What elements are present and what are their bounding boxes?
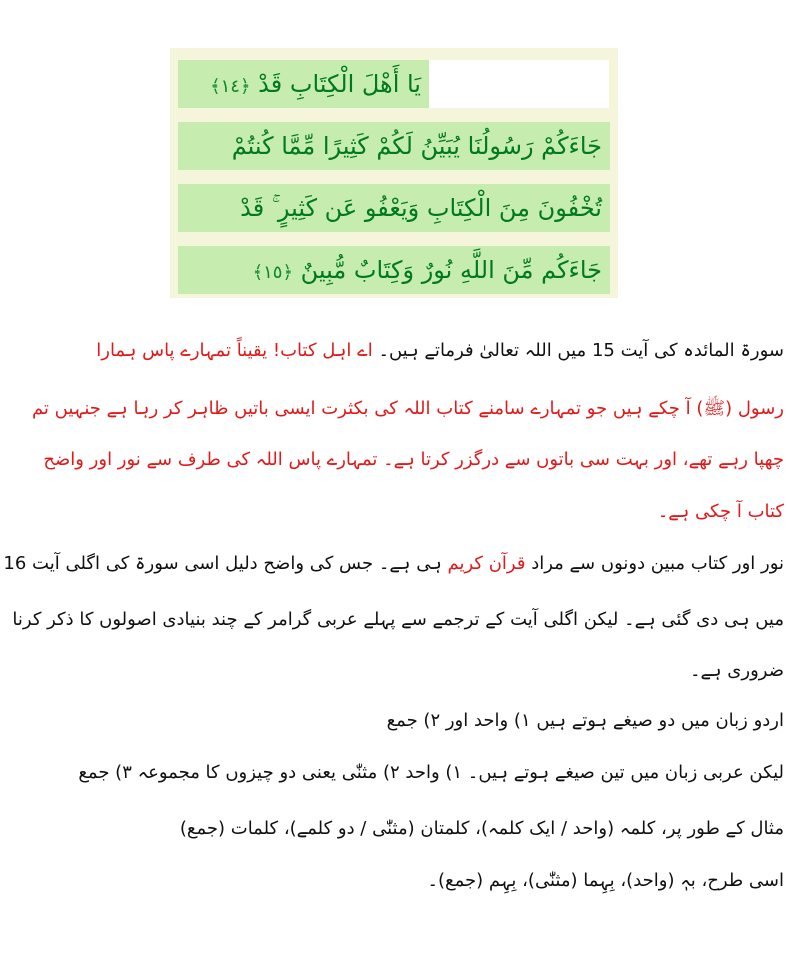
urdu-line-7: ضروری ہے۔ bbox=[689, 660, 784, 681]
quran-verse-box bbox=[170, 48, 618, 298]
urdu-line-1 bbox=[96, 340, 784, 361]
quran-line-3: تُخْفُونَ مِنَ الْكِتَابِ وَيَعْفُو عَن كَثِيرٍ ۚ قَدْ bbox=[178, 184, 610, 232]
urdu-line-5a: نور اور کتاب مبین دونوں سے مراد bbox=[531, 553, 784, 574]
quran-line-2: جَاءَكُمْ رَسُولُنَا يُبَيِّنُ لَكُمْ كَثِيرًا مِّمَّا كُنتُمْ bbox=[178, 122, 610, 170]
blank-highlight-area bbox=[429, 60, 609, 108]
quran-line-4 bbox=[178, 246, 610, 294]
urdu-line-2: رسول (ﷺ) آ چکے ہیں جو تمہارے سامنے کتاب اللہ کی بکثرت ایسی باتیں ظاہر کر رہا ہے جنہیں تم bbox=[31, 398, 784, 419]
urdu-line-11: اسی طرح، بہٖ (واحد)، بِہِما (مثنّٰی)، بِہِم (جمع)۔ bbox=[427, 870, 784, 891]
urdu-line-9: لیکن عربی زبان میں تین صیغے ہوتے ہیں۔ ۱) واحد ۲) مثنّٰی یعنی دو چیزوں کا مجموعہ ۳) جمع bbox=[78, 762, 784, 783]
urdu-line-1-red: اے اہل کتاب! یقیناً تمہارے پاس ہمارا bbox=[96, 340, 373, 361]
quran-kareem-highlight: قرآن کریم bbox=[447, 553, 526, 574]
urdu-line-5c: ہی ہے۔ جس کی واضح دلیل اسی سورۃ کی اگلی آیت 16 bbox=[3, 553, 442, 574]
quran-line-4-text: جَاءَكُم مِّنَ اللَّهِ نُورٌ وَكِتَابٌ مُّبِينٌ bbox=[300, 256, 602, 284]
quran-line-1-text: يَا أَهْلَ الْكِتَابِ قَدْ bbox=[258, 70, 421, 98]
urdu-line-6: میں ہی دی گئی ہے۔ لیکن اگلی آیت کے ترجمے سے پہلے عربی گرامر کے چند بنیادی اصولوں کا ذکر کرنا bbox=[12, 609, 784, 630]
urdu-line-3: چھپا رہے تھے، اور بہت سی باتوں سے درگزر کرتا ہے۔ تمہارے پاس اللہ کی طرف سے نور اور واضح bbox=[43, 449, 784, 470]
urdu-line-1-black: سورۃ المائدہ کی آیت 15 میں اللہ تعالیٰ فرماتے ہیں۔ bbox=[378, 340, 784, 361]
urdu-line-4: کتاب آ چکی ہے۔ bbox=[657, 501, 784, 522]
ayah-marker-14: ﴿١٤﴾ bbox=[210, 76, 251, 97]
quran-line-1 bbox=[178, 60, 429, 108]
urdu-line-5 bbox=[3, 553, 784, 574]
ayah-marker-15: ﴿١٥﴾ bbox=[252, 262, 294, 283]
urdu-line-10: مثال کے طور پر، کلمہ (واحد / ایک کلمہ)، کلمتان (مثنّٰی / دو کلمے)، کلمات (جمع) bbox=[179, 818, 784, 839]
urdu-line-8: اردو زبان میں دو صیغے ہوتے ہیں ۱) واحد اور ۲) جمع bbox=[386, 710, 784, 731]
